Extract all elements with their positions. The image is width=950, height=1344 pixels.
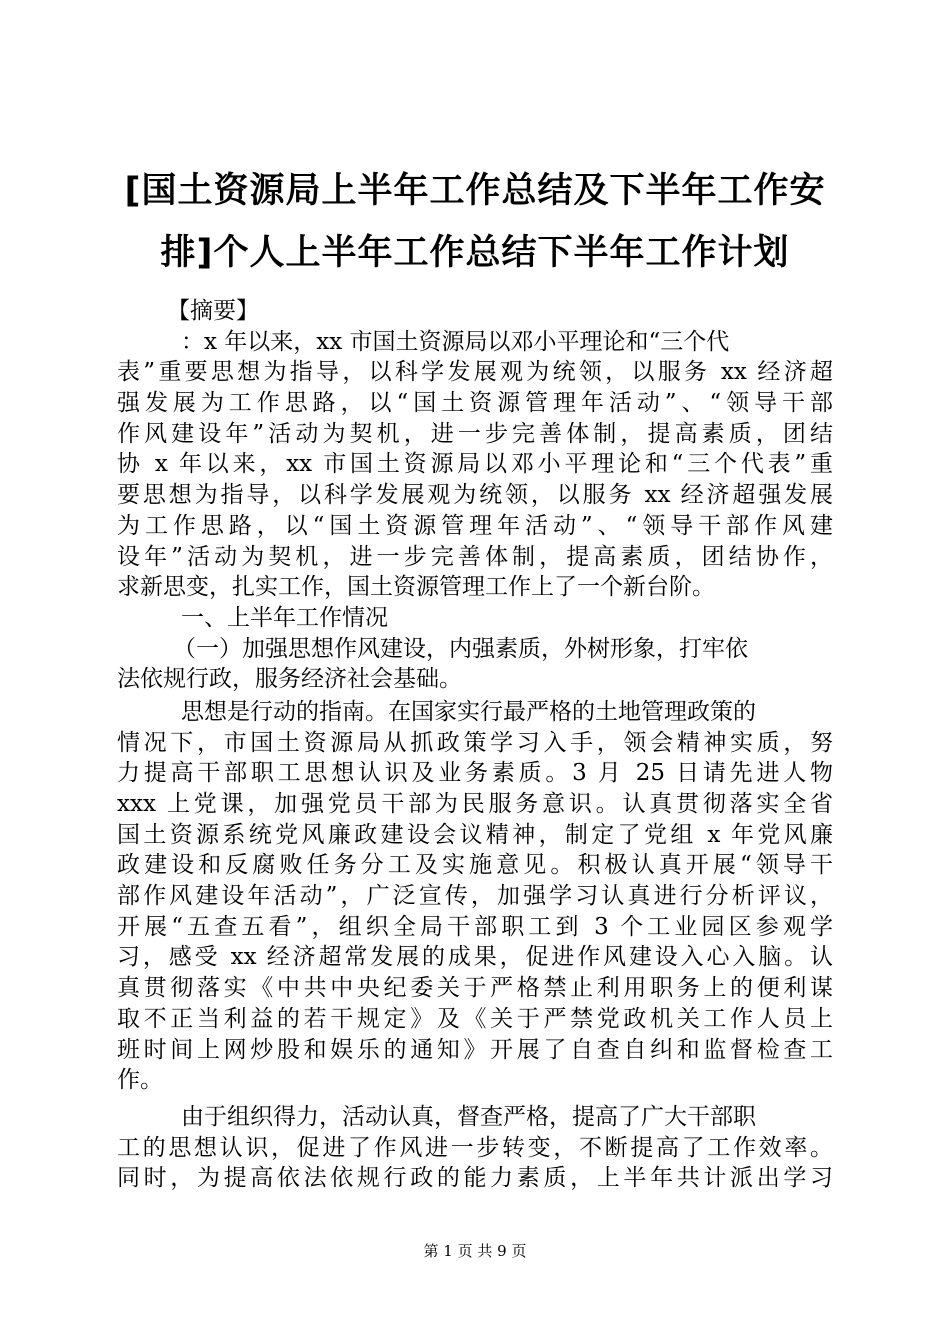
body-line: 表”重要思想为指导，以科学发展观为统领，以服务 xx 经济超: [117, 359, 833, 386]
body-line: 政建设和反腐败任务分工及实施意见。积极认真开展“领导干: [117, 852, 833, 879]
document-title: [120, 160, 830, 284]
body-line: 开展“五查五看”，组织全局干部职工到 3 个工业园区参观学: [117, 913, 833, 940]
body-line: 取不正当利益的若干规定》及《关于严禁党政机关工作人员上: [117, 1005, 833, 1032]
body-line: 国土资源系统党风廉政建设会议精神，制定了党组 x 年党风廉: [117, 821, 833, 848]
body-line: 协 x 年以来，xx 市国土资源局以邓小平理论和“三个代表”重: [117, 451, 833, 478]
body-line: 工的思想认识，促进了作风进一步转变，不断提高了工作效率。: [117, 1134, 833, 1161]
body-line: 部作风建设年活动”，广泛宣传，加强学习认真进行分析评议，: [117, 883, 833, 910]
body-line: 思想是行动的指南。在国家实行最严格的土地管理政策的: [181, 698, 756, 725]
body-line: 设年”活动为契机，进一步完善体制，提高素质，团结协作，: [117, 543, 833, 570]
body-line: 班时间上网炒股和娱乐的通知》开展了自查自纠和监督检查工: [117, 1036, 833, 1063]
body-line: 为工作思路，以“国土资源管理年活动”、“领导干部作风建: [117, 512, 833, 539]
body-line: 习，感受 xx 经济超常发展的成果，促进作风建设入心入脑。认: [117, 944, 833, 971]
abstract-label: 【摘要】: [167, 298, 259, 324]
page-footer: [0, 1241, 950, 1261]
body-line: 法依规行政，服务经济社会基础。: [117, 666, 462, 693]
body-line: 力提高干部职工思想认识及业务素质。3 月 25 日请先进人物: [117, 760, 833, 787]
body-line: 求新思变，扎实工作，国土资源管理工作上了一个新台阶。: [117, 574, 715, 601]
title-line-2: 排]个人上半年工作总结下半年工作计划: [160, 233, 790, 273]
body-line: 要思想为指导，以科学发展观为统领，以服务 xx 经济超强发展: [117, 482, 833, 509]
body-line: 作风建设年”活动为契机，进一步完善体制，提高素质，团结: [117, 420, 833, 447]
title-line-1: [国土资源局上半年工作总结及下半年工作安: [124, 171, 826, 211]
body-line: 由于组织得力，活动认真，督查严格，提高了广大干部职: [181, 1103, 756, 1130]
page-number: 第 1 页 共 9 页: [423, 1242, 527, 1260]
document-body: [117, 296, 833, 1194]
body-line: 强发展为工作思路，以“国土资源管理年活动”、“领导干部: [117, 390, 833, 417]
body-line: ：x 年以来，xx 市国土资源局以邓小平理论和“三个代: [181, 328, 730, 355]
body-line: 情况下，市国土资源局从抓政策学习入手，领会精神实质，努: [117, 729, 833, 756]
body-line: 同时，为提高依法依规行政的能力素质，上半年共计派出学习: [117, 1165, 833, 1192]
body-line: xxx 上党课，加强党员干部为民服务意识。认真贯彻落实全省: [117, 791, 833, 817]
subsection-heading: （一）加强思想作风建设，内强素质，外树形象，打牢依: [173, 635, 748, 662]
body-line: 真贯彻落实《中共中央纪委关于严格禁止利用职务上的便利谋: [117, 975, 833, 1002]
section-heading: 一、上半年工作情况: [181, 604, 388, 631]
body-line: 作。: [117, 1067, 163, 1094]
